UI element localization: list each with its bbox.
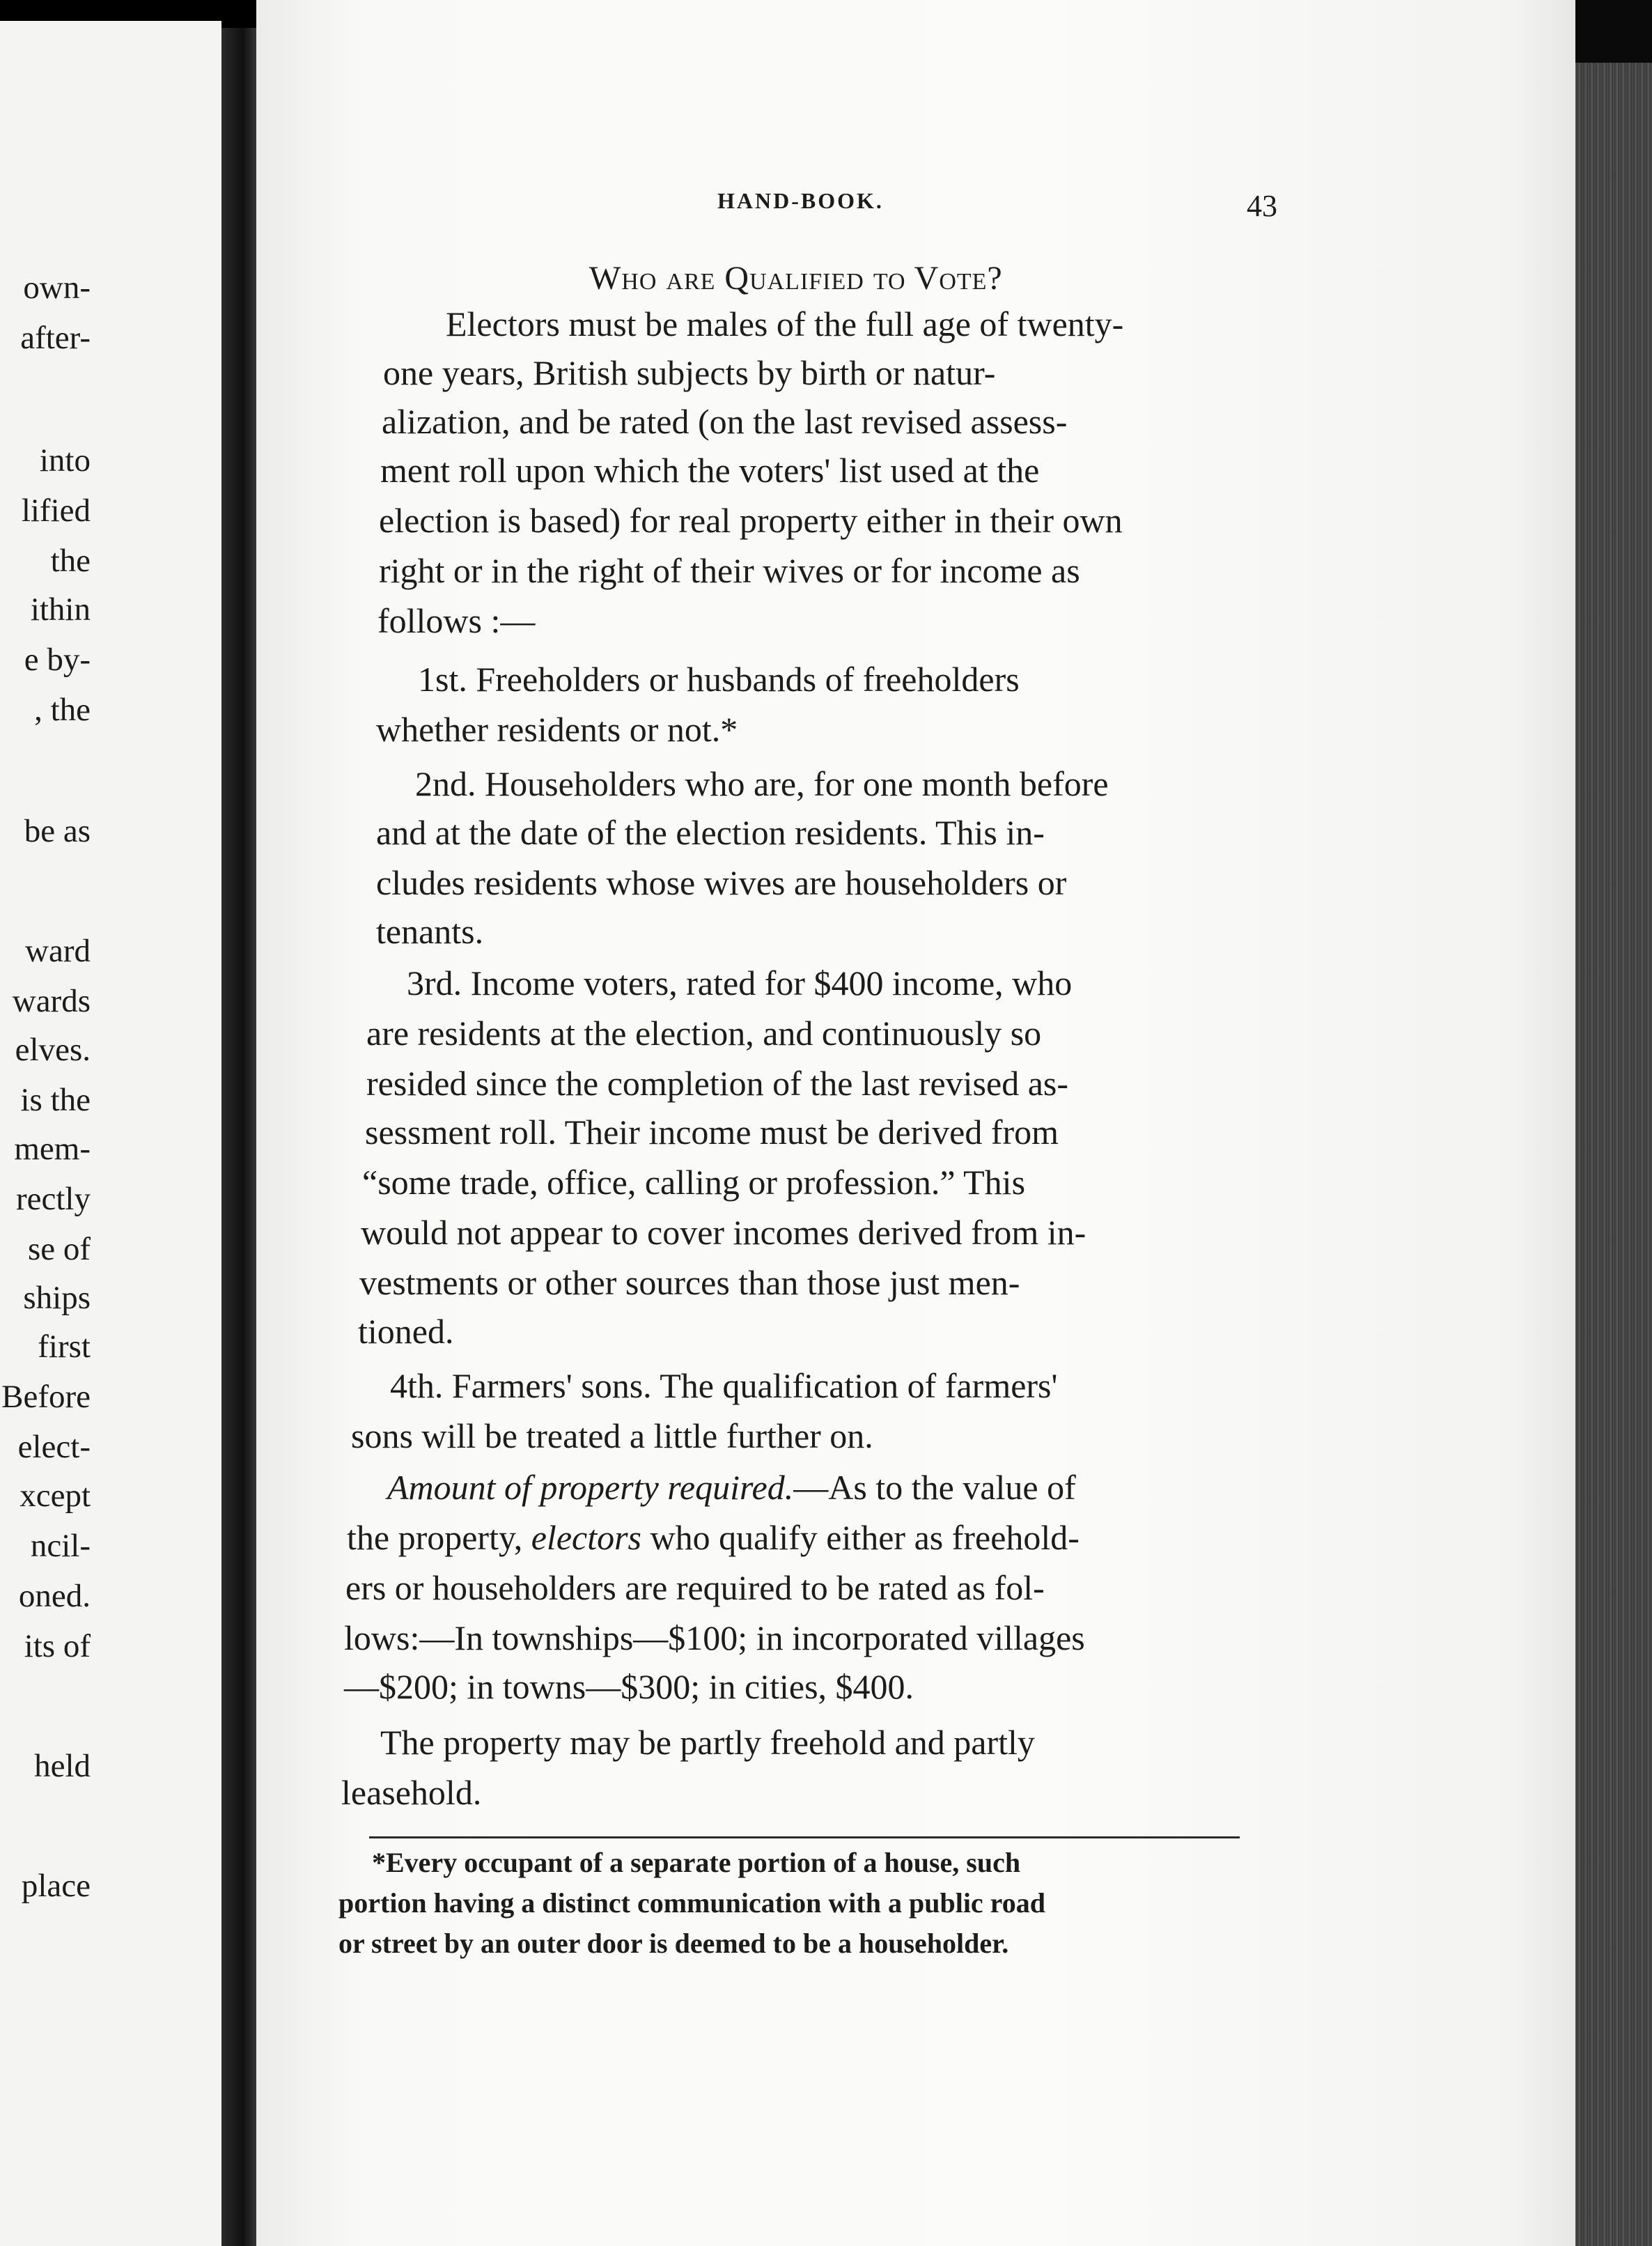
left-fragment: mem- <box>14 1131 91 1167</box>
left-fragment: ward <box>25 933 91 969</box>
left-fragment: ithin <box>30 591 91 628</box>
page-number: 43 <box>1247 189 1277 223</box>
text-line: one years, British subjects by birth or natur- <box>383 353 996 392</box>
footnote-line: or street by an outer door is deemed to be a householder. <box>338 1928 1009 1959</box>
left-fragment: Before <box>1 1379 91 1415</box>
left-fragment: the <box>50 543 91 579</box>
text-line: —$200; in towns—$300; in cities, $400. <box>344 1667 914 1706</box>
text-line: tioned. <box>358 1312 454 1351</box>
footnote-rule <box>369 1836 1240 1838</box>
book-gutter <box>221 28 258 2246</box>
text-line: tenants. <box>376 912 484 951</box>
left-fragment: elves. <box>15 1032 91 1068</box>
amount-second-pre: the property, <box>347 1518 531 1557</box>
text-line: would not appear to cover incomes derived from in- <box>361 1213 1086 1252</box>
left-fragment: se of <box>27 1231 91 1267</box>
text-line: sessment roll. Their income must be derived from <box>365 1113 1059 1152</box>
text-line: The property may be partly freehold and partly <box>380 1723 1035 1762</box>
left-fragment: xcept <box>20 1478 91 1514</box>
amount-heading: Amount of property required. <box>387 1468 794 1507</box>
left-fragment: first <box>38 1329 91 1365</box>
footnote-line: *Every occupant of a separate portion of a house, such <box>372 1847 1021 1878</box>
text-line: alization, and be rated (on the last revised assess- <box>382 402 1068 441</box>
left-fragment: into <box>39 442 91 479</box>
left-facing-page <box>0 21 221 2246</box>
amount-second-rest: who qualify either as freehold- <box>641 1518 1080 1557</box>
left-fragment: lified <box>21 493 91 529</box>
amount-first-rest: —As to the value of <box>793 1468 1076 1507</box>
left-fragment: after- <box>20 320 91 356</box>
text-line: follows :— <box>377 601 536 640</box>
text-line: 3rd. Income voters, rated for $400 income, who <box>407 963 1073 1002</box>
amount-second-italic: electors <box>531 1518 642 1557</box>
left-fragment: place <box>21 1868 91 1904</box>
text-line: right or in the right of their wives or for income as <box>379 551 1080 590</box>
text-line: are residents at the election, and continuously so <box>366 1014 1042 1053</box>
page-title: Who are Qualified to Vote? <box>589 260 1003 297</box>
text-line: resided since the completion of the last revised as- <box>366 1064 1069 1103</box>
text-line: leasehold. <box>341 1773 482 1812</box>
text-line: 4th. Farmers' sons. The qualification of farmers' <box>390 1366 1058 1405</box>
left-fragment: ncil- <box>30 1528 91 1564</box>
page-edge-shadow <box>1575 0 1652 63</box>
text-line: vestments or other sources than those just men- <box>359 1263 1020 1302</box>
left-fragment: own- <box>23 270 91 306</box>
left-fragment: held <box>34 1748 91 1784</box>
left-fragment: its of <box>24 1628 91 1664</box>
text-line: whether residents or not.* <box>376 710 738 749</box>
page-edge <box>1575 63 1652 2246</box>
text-line: election is based) for real property either in their own <box>379 501 1123 540</box>
text-line: cludes residents whose wives are householders or <box>376 863 1067 902</box>
running-head: HAND-BOOK. <box>717 188 884 213</box>
footnote-line: portion having a distinct communication with a public road <box>338 1887 1045 1919</box>
text-line: ment roll upon which the voters' list used at the <box>380 451 1040 490</box>
text-line: sons will be treated a little further on. <box>351 1416 873 1455</box>
left-fragment: wards <box>12 983 91 1019</box>
text-line: “some trade, office, calling or profession.” This <box>362 1163 1026 1202</box>
text-line: lows:—In townships—$100; in incorporated villages <box>344 1618 1085 1657</box>
text-line <box>387 1470 1076 1505</box>
left-fragment: is the <box>20 1082 91 1118</box>
text-line: 2nd. Householders who are, for one month before <box>415 764 1109 803</box>
left-fragment: ships <box>23 1280 91 1316</box>
left-fragment: oned. <box>18 1578 91 1614</box>
left-fragment: elect- <box>17 1429 91 1465</box>
text-line: ers or householders are required to be rated as fol- <box>345 1568 1045 1607</box>
left-fragment: be as <box>24 813 91 849</box>
left-fragment: e by- <box>24 642 91 678</box>
left-fragment: rectly <box>16 1181 91 1217</box>
text-line: 1st. Freeholders or husbands of freeholders <box>418 660 1020 699</box>
text-line <box>347 1520 1080 1555</box>
text-line: and at the date of the election residents. This in- <box>376 813 1045 852</box>
text-line: Electors must be males of the full age of twenty- <box>446 304 1124 343</box>
left-fragment: , the <box>34 692 91 728</box>
